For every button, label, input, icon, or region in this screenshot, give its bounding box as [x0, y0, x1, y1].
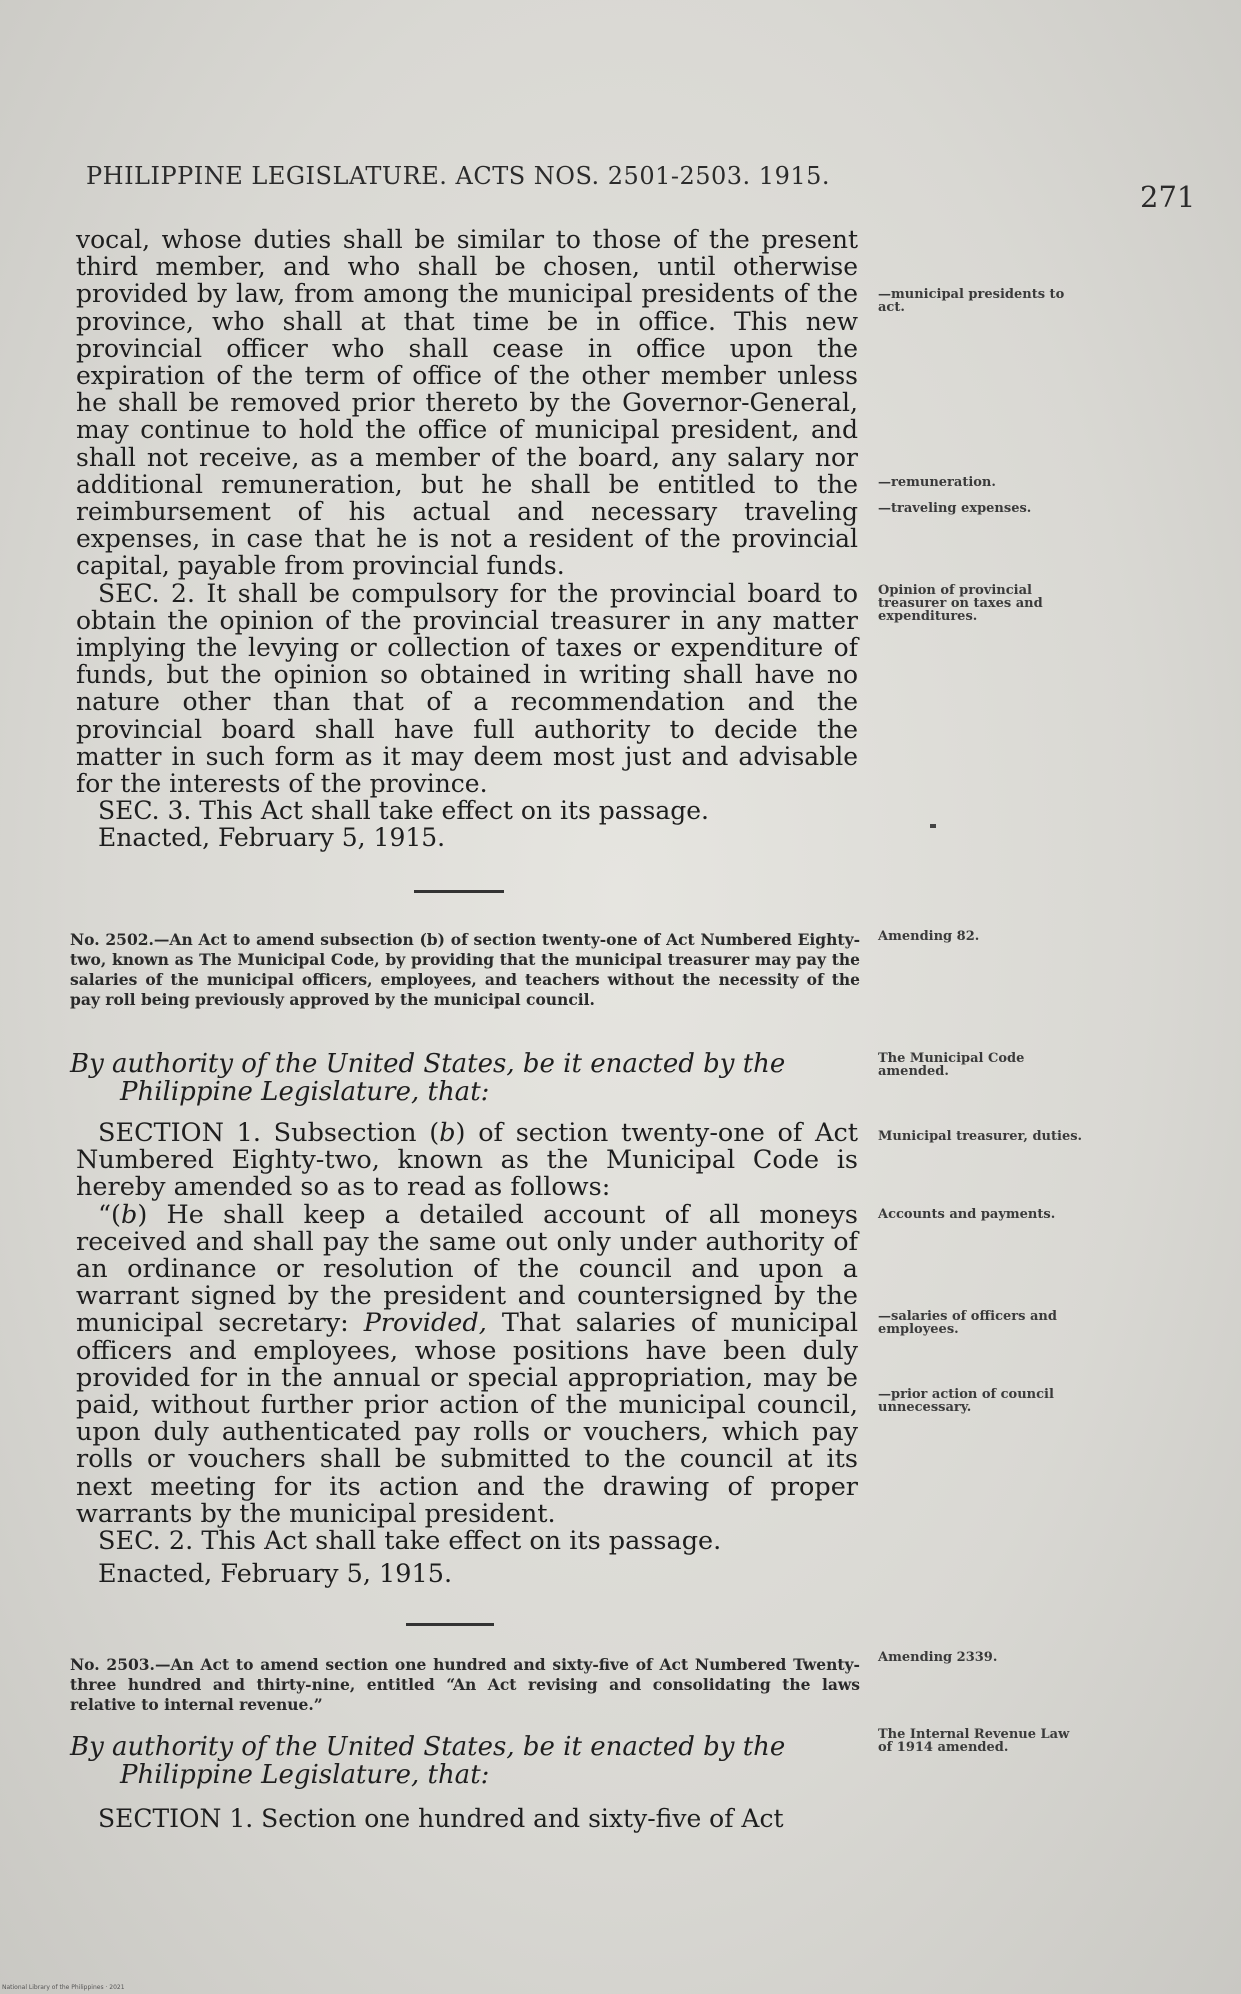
margin-note-municipal-code-amended: The Municipal Code amended.	[878, 1051, 1025, 1079]
margin-note-traveling-expenses: —traveling expenses.	[878, 501, 1032, 516]
margin-note-amending-82: Amending 82.	[878, 929, 980, 944]
quote-text: “(	[98, 1199, 121, 1230]
act-2502-body	[76, 1120, 858, 1588]
act-2503-enacting-clause	[70, 1733, 860, 1789]
section-text: Subsection (	[260, 1118, 440, 1148]
enacting-line-1: By authority of the United States, be it enacted by the	[70, 1049, 786, 1079]
section-divider	[406, 1623, 494, 1626]
act-title-text: —An Act to amend subsection (b) of section twenty-one of Act Numbered Eighty-two, known as The Municipal Code, by providing that the municipal treasurer may pay the salaries of the municipal officers, employees, and teachers without the necessity of the pay roll being previously approved by the municipal council.	[70, 930, 861, 1009]
quote-text: ) He shall keep a detailed account of all moneys received and shall pay the same out only under authority of an ordinance or resolution of the council and upon a warrant signed by the president and countersigned by the municipal secretary:	[76, 1199, 858, 1339]
act-2503-sec1	[76, 1805, 858, 1832]
enacting-line-2: Philippine Legislature, that:	[120, 1077, 490, 1107]
act-2501-body	[76, 226, 858, 852]
act-2501-sec2	[76, 580, 858, 798]
margin-note-salaries: —salaries of officers and employees.	[878, 1309, 1057, 1337]
act-number: No. 2503.	[70, 1655, 155, 1674]
section-text: It shall be compulsory for the provincial board to obtain the opinion of the provincial treasurer in any matter implying the levying or collection of taxes or expenditure of funds, but the opinion so obtained in writing shall have no nature other than that of a recommendation and the provincial board shall have full authority to decide the matter in such form as it may deem most just and advisable for the interests of the province.	[76, 578, 858, 799]
provided-word: Provided,	[363, 1308, 487, 1339]
act-2503-title	[70, 1655, 860, 1715]
act-2501-sec3	[76, 797, 858, 824]
margin-note-treasurer-duties: Municipal treasurer, duties.	[878, 1129, 1083, 1144]
scan-footer: National Library of the Philippines · 2021	[2, 1984, 125, 1991]
act-2501-enacted: Enacted, February 5, 1915.	[98, 823, 446, 853]
subsection-letter: b	[439, 1118, 456, 1148]
quote-text: That salaries of municipal officers and employees, whose positions have been duly provided for in the annual or special appropriation, may be paid, without further prior action of the municipal council, upon duly authenticated pay rolls or vouchers, which pay rolls or vouchers shall be submitted to the council at its next meeting for its action and the drawing of proper warrants by the municipal president.	[76, 1308, 858, 1529]
act-title-text: —An Act to amend section one hundred and sixty-five of Act Numbered Twenty-three hundred and thirty-nine, entitled “An Act revising and consolidating the laws relative to internal revenue.”	[70, 1655, 860, 1714]
section-label: SECTION 1.	[98, 1804, 254, 1833]
margin-note-remuneration: —remuneration.	[878, 475, 996, 490]
section-text: This Act shall take effect on its passage.	[191, 796, 709, 826]
section-text: ) of section twenty-one of Act Numbered Eighty-two, known as the Municipal Code is hereby amended so as to read as follows:	[76, 1118, 858, 1203]
act-2502-sec1	[76, 1120, 858, 1202]
margin-note-accounts-payments: Accounts and payments.	[878, 1207, 1056, 1222]
section-text: This Act shall take effect on its passage.	[193, 1526, 722, 1557]
act-2503-body	[76, 1805, 858, 1832]
margin-note-amending-2339: Amending 2339.	[878, 1650, 998, 1665]
act-2501-paragraph: vocal, whose duties shall be similar to those of the present third member, and who shall be chosen, until otherwise provided by law, from among the municipal presidents of the province, who shall at that time be in office. This new provincial officer who shall cease in office upon the expiration of the term of office of the other member unless he shall be removed prior thereto by the Governor-General, may continue to hold the office of municipal president, and shall not receive, as a member of the board, any salary nor additional remuneration, but he shall be entitled to the reimbursement of his actual and necessary traveling expenses, in case that he is not a resident of the provincial capital, payable from provincial funds.	[76, 225, 858, 581]
section-label: SEC. 3.	[98, 796, 192, 826]
enacting-line-2: Philippine Legislature, that:	[120, 1760, 490, 1790]
section-divider	[414, 890, 504, 893]
act-2502-title	[70, 930, 860, 1010]
section-label: SECTION 1.	[98, 1118, 261, 1148]
section-label: SEC. 2.	[98, 1526, 194, 1557]
act-2502-sec2	[76, 1528, 858, 1555]
act-2502-enacted: Enacted, February 5, 1915.	[98, 1559, 453, 1590]
subsection-letter: b	[121, 1199, 138, 1230]
page-number: 271	[1140, 180, 1196, 214]
section-label: SEC. 2.	[98, 578, 195, 608]
enacting-line-1: By authority of the United States, be it enacted by the	[70, 1732, 786, 1762]
margin-note-internal-revenue: The Internal Revenue Law of 1914 amended.	[878, 1727, 1070, 1755]
act-2502-enacting-clause	[70, 1050, 860, 1106]
margin-note-municipal-presidents: —municipal presidents to act.	[878, 287, 1065, 315]
ink-speck	[930, 824, 936, 828]
act-2502-quoted-subsection	[76, 1199, 858, 1529]
act-number: No. 2502.	[70, 930, 154, 949]
section-text: Section one hundred and sixty-five of Act	[253, 1804, 784, 1833]
margin-note-opinion-treasurer: Opinion of provincial treasurer on taxes and expenditures.	[878, 583, 1043, 624]
margin-note-prior-action: —prior action of council unnecessary.	[878, 1387, 1054, 1415]
running-head: PHILIPPINE LEGISLATURE. ACTS NOS. 2501-2503. 1915.	[86, 162, 831, 190]
